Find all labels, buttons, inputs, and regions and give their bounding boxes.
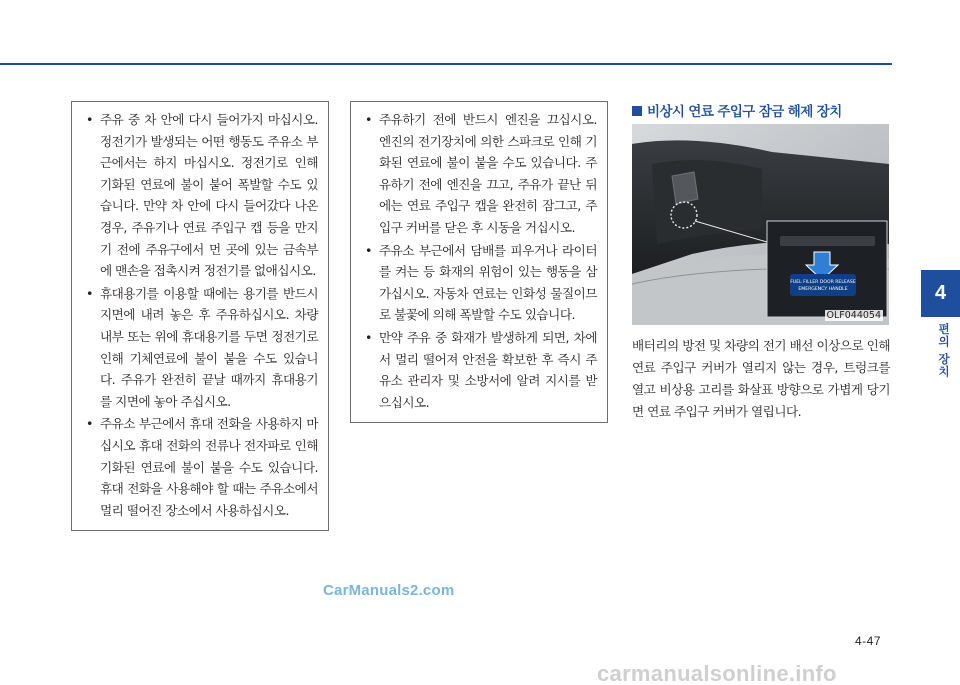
page-number: 4-47 [855, 634, 882, 648]
warning-box-right [350, 101, 608, 423]
emergency-handle-tag [790, 274, 856, 296]
warning-box-left [71, 101, 329, 531]
square-bullet-icon [632, 106, 642, 116]
warning-item: • 휴대용기를 이용할 때에는 용기를 반드시 지면에 내려 놓은 후 주유하십시오. 차량 내부 또는 위에 휴대용기를 두면 정전기로 인해 기체연료에 불이 붙을 수도 있습니다. 주유가 완전히 끝날 때까지 휴대용기를 지면에 놓아 주십시오. [86, 283, 318, 413]
warning-list-left [86, 109, 318, 521]
warning-list-right [365, 109, 597, 413]
warning-item: • 주유 중 차 안에 다시 들어가지 마십시오. 정전기가 발생되는 어떤 행동도 주유소 부근에서는 하지 마십시오. 정전기로 인해 기화된 연료에 불이 붙어 폭발할 수도 있습니다. 만약 차 안에 다시 들어갔다 나온 경우, 주유기나 연료 주입구 캡 등을 만지기 전에 주유구에서 먼 곳에 있는 금속부에 맨손을 접촉시켜 정전기를 없애십시오. [86, 109, 318, 282]
warning-item: • 만약 주유 중 화재가 발생하게 되면, 차에서 멀리 떨어져 안전을 확보한 후 즉시 주유소 관리자 및 소방서에 알려 지시를 받으십시오. [365, 327, 597, 413]
figure-code: OLF044054 [826, 310, 881, 321]
trunk-illustration [632, 124, 889, 325]
warning-item: • 주유소 부근에서 담배를 피우거나 라이터를 켜는 등 화재의 위험이 있는 행동을 삼가십시오. 자동차 연료는 인화성 물질이므로 불꽃에 의해 폭발할 수도 있습니다. [365, 240, 597, 326]
watermark-bottom[interactable]: carmanualsonline.info [597, 661, 837, 685]
section-title [632, 100, 842, 120]
chapter-label: 편의 장치 [937, 323, 951, 379]
chapter-tab: 4 [921, 270, 960, 317]
section-title-text: 비상시 연료 주입구 잠금 해제 장치 [647, 104, 842, 120]
body-paragraph: 배터리의 방전 및 차량의 전기 배선 이상으로 인해 연료 주입구 커버가 열리지 않는 경우, 트렁크를 열고 비상용 고리를 화살표 방향으로 가볍게 당기면 연료 주입구 커버가 열립니다. [632, 338, 890, 419]
header-rule [0, 63, 892, 65]
warning-item: • 주유하기 전에 반드시 엔진을 끄십시오. 엔진의 전기장치에 의한 스파크로 인해 기화된 연료에 불이 붙을 수도 있습니다. 주유하기 전에 엔진을 끄고, 주유가 끝난 뒤에는 연료 주입구 캡을 완전히 잠그고, 주입구 커버를 닫은 후 시동을 거십시오. [365, 109, 597, 239]
tag-label-line-1: FUEL FILLER DOOR RELEASE [790, 280, 856, 285]
warning-item: • 주유소 부근에서 휴대 전화을 사용하지 마십시오 휴대 전화의 전류나 전자파로 인해 기화된 연료에 불이 붙을 수도 있습니다. 휴대 전화을 사용해야 할 때는 주유소에서 멀리 떨어진 장소에서 사용하십시오. [86, 413, 318, 521]
trunk-figure [632, 124, 889, 325]
watermark-top[interactable]: CarManuals2.com [323, 582, 455, 599]
tag-label-line-2: EMERGENCY HANDLE [798, 287, 848, 292]
